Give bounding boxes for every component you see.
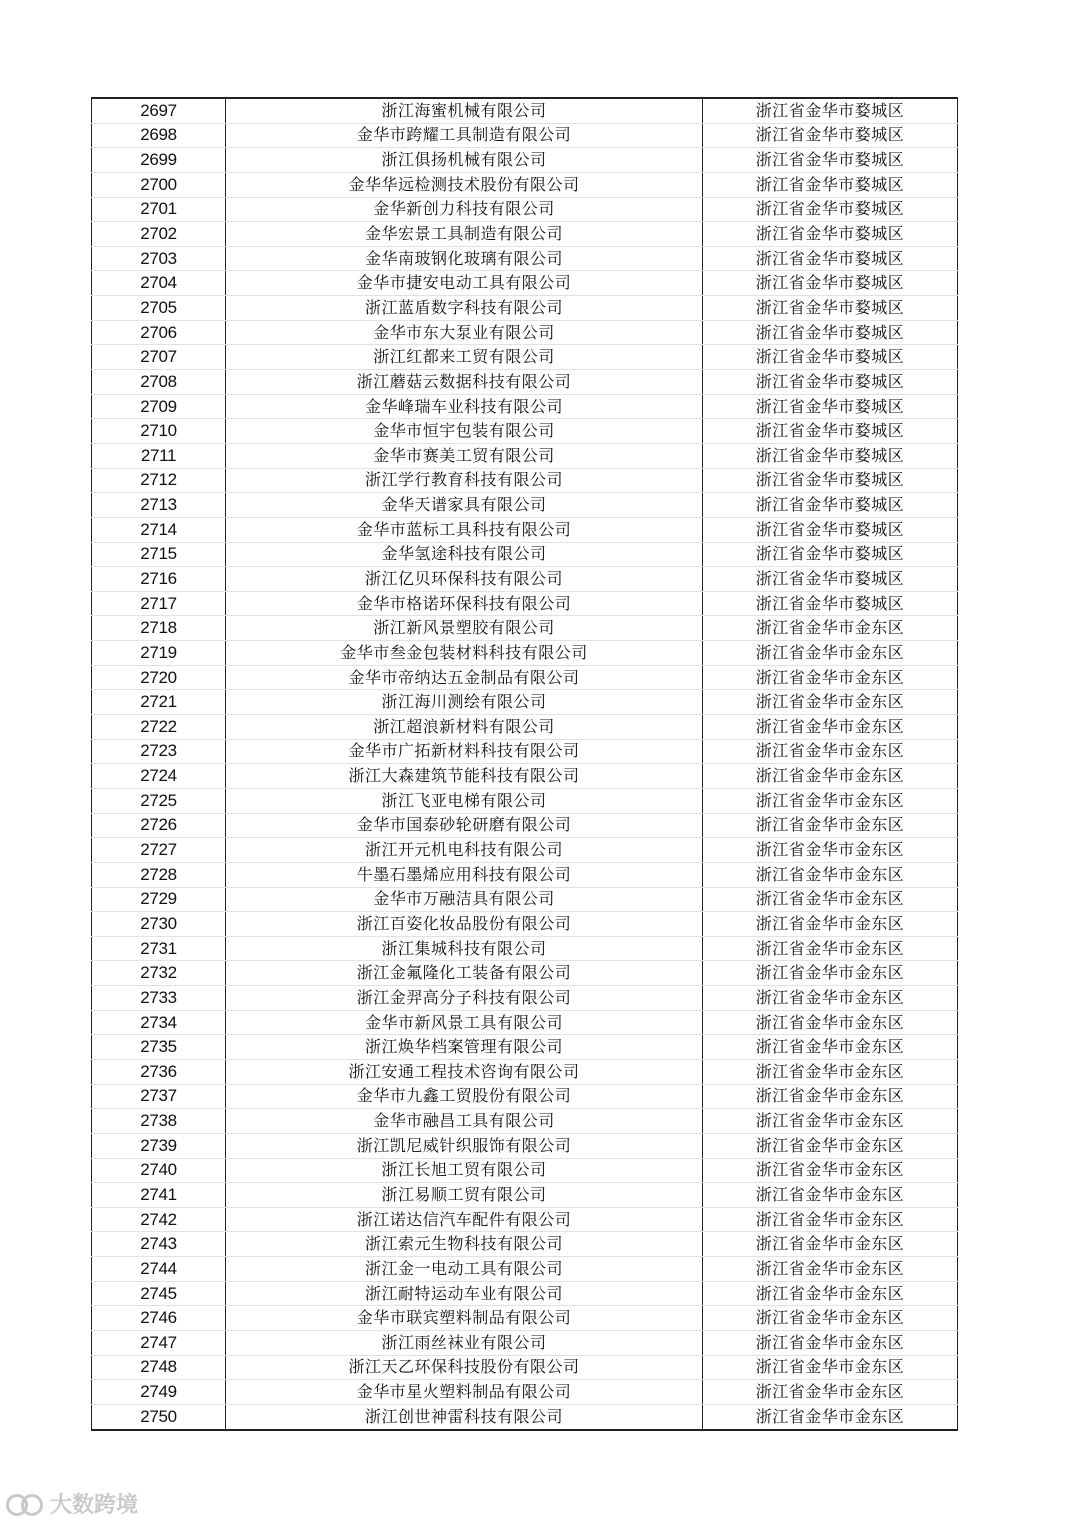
company-name: 浙江新风景塑胶有限公司	[226, 616, 703, 641]
region-name: 浙江省金华市金东区	[703, 1380, 958, 1405]
region-name: 浙江省金华市婺城区	[703, 123, 958, 148]
company-name: 浙江大森建筑节能科技有限公司	[226, 764, 703, 789]
table-row	[92, 320, 958, 345]
company-name: 金华市跨耀工具制造有限公司	[226, 123, 703, 148]
row-number: 2740	[92, 1158, 226, 1183]
table-row	[92, 616, 958, 641]
row-number: 2745	[92, 1281, 226, 1306]
table-row	[92, 1355, 958, 1380]
company-name: 浙江凯尼威针织服饰有限公司	[226, 1133, 703, 1158]
table-row	[92, 1232, 958, 1257]
row-number: 2732	[92, 961, 226, 986]
binoculars-logo-icon	[4, 1493, 44, 1515]
company-name: 浙江诺达信汽车配件有限公司	[226, 1207, 703, 1232]
table-row	[92, 542, 958, 567]
region-name: 浙江省金华市婺城区	[703, 271, 958, 296]
region-name: 浙江省金华市金东区	[703, 690, 958, 715]
row-number: 2746	[92, 1306, 226, 1331]
region-name: 浙江省金华市金东区	[703, 1183, 958, 1208]
row-number: 2749	[92, 1380, 226, 1405]
table-row	[92, 1380, 958, 1405]
region-name: 浙江省金华市金东区	[703, 1257, 958, 1282]
company-name: 浙江海蜜机械有限公司	[226, 98, 703, 123]
region-name: 浙江省金华市婺城区	[703, 345, 958, 370]
row-number: 2748	[92, 1355, 226, 1380]
company-list-body	[92, 98, 958, 1430]
company-name: 牛墨石墨烯应用科技有限公司	[226, 862, 703, 887]
table-row	[92, 1059, 958, 1084]
table-row	[92, 222, 958, 247]
table-row	[92, 1084, 958, 1109]
table-row	[92, 739, 958, 764]
company-name: 金华市蓝标工具科技有限公司	[226, 517, 703, 542]
company-name: 浙江百姿化妆品股份有限公司	[226, 912, 703, 937]
row-number: 2697	[92, 98, 226, 123]
company-name: 金华宏景工具制造有限公司	[226, 222, 703, 247]
table-row	[92, 197, 958, 222]
region-name: 浙江省金华市金东区	[703, 986, 958, 1011]
row-number: 2711	[92, 443, 226, 468]
table-row	[92, 345, 958, 370]
company-name: 浙江蓝盾数字科技有限公司	[226, 296, 703, 321]
table-row	[92, 370, 958, 395]
region-name: 浙江省金华市金东区	[703, 715, 958, 740]
region-name: 浙江省金华市婺城区	[703, 468, 958, 493]
region-name: 浙江省金华市金东区	[703, 1355, 958, 1380]
company-name: 浙江创世神雷科技有限公司	[226, 1404, 703, 1429]
region-name: 浙江省金华市金东区	[703, 1158, 958, 1183]
watermark	[4, 1488, 138, 1519]
row-number: 2712	[92, 468, 226, 493]
row-number: 2703	[92, 246, 226, 271]
region-name: 浙江省金华市金东区	[703, 838, 958, 863]
table-row	[92, 788, 958, 813]
table-row	[92, 1183, 958, 1208]
company-name: 浙江俱扬机械有限公司	[226, 148, 703, 173]
region-name: 浙江省金华市金东区	[703, 1035, 958, 1060]
company-name: 浙江索元生物科技有限公司	[226, 1232, 703, 1257]
company-name: 金华市国泰砂轮研磨有限公司	[226, 813, 703, 838]
row-number: 2701	[92, 197, 226, 222]
table-row	[92, 665, 958, 690]
table-row	[92, 419, 958, 444]
company-name: 金华市赛美工贸有限公司	[226, 443, 703, 468]
table-row	[92, 813, 958, 838]
region-name: 浙江省金华市婺城区	[703, 493, 958, 518]
row-number: 2729	[92, 887, 226, 912]
table-row	[92, 986, 958, 1011]
table-row	[92, 1109, 958, 1134]
row-number: 2730	[92, 912, 226, 937]
company-name: 金华市叁金包装材料科技有限公司	[226, 641, 703, 666]
company-name: 浙江金一电动工具有限公司	[226, 1257, 703, 1282]
company-name: 浙江雨丝袜业有限公司	[226, 1331, 703, 1356]
region-name: 浙江省金华市金东区	[703, 788, 958, 813]
row-number: 2727	[92, 838, 226, 863]
row-number: 2722	[92, 715, 226, 740]
region-name: 浙江省金华市金东区	[703, 1084, 958, 1109]
region-name: 浙江省金华市金东区	[703, 912, 958, 937]
company-name: 金华市万融洁具有限公司	[226, 887, 703, 912]
row-number: 2725	[92, 788, 226, 813]
row-number: 2719	[92, 641, 226, 666]
region-name: 浙江省金华市婺城区	[703, 394, 958, 419]
region-name: 浙江省金华市金东区	[703, 1109, 958, 1134]
company-name: 金华峰瑞车业科技有限公司	[226, 394, 703, 419]
row-number: 2713	[92, 493, 226, 518]
region-name: 浙江省金华市金东区	[703, 936, 958, 961]
row-number: 2717	[92, 591, 226, 616]
company-name: 浙江开元机电科技有限公司	[226, 838, 703, 863]
row-number: 2731	[92, 936, 226, 961]
table-row	[92, 468, 958, 493]
company-name: 金华市捷安电动工具有限公司	[226, 271, 703, 296]
company-name: 金华南玻钢化玻璃有限公司	[226, 246, 703, 271]
region-name: 浙江省金华市婺城区	[703, 419, 958, 444]
company-name: 金华华远检测技术股份有限公司	[226, 172, 703, 197]
row-number: 2743	[92, 1232, 226, 1257]
row-number: 2704	[92, 271, 226, 296]
company-name: 金华市九鑫工贸股份有限公司	[226, 1084, 703, 1109]
table-row	[92, 1281, 958, 1306]
company-list-table	[91, 97, 958, 1431]
row-number: 2699	[92, 148, 226, 173]
region-name: 浙江省金华市金东区	[703, 862, 958, 887]
table-row	[92, 1010, 958, 1035]
region-name: 浙江省金华市婺城区	[703, 172, 958, 197]
region-name: 浙江省金华市婺城区	[703, 591, 958, 616]
table-row	[92, 1158, 958, 1183]
row-number: 2735	[92, 1035, 226, 1060]
company-name: 金华天谱家具有限公司	[226, 493, 703, 518]
region-name: 浙江省金华市婺城区	[703, 197, 958, 222]
table-row	[92, 517, 958, 542]
company-name: 浙江超浪新材料有限公司	[226, 715, 703, 740]
region-name: 浙江省金华市婺城区	[703, 296, 958, 321]
row-number: 2739	[92, 1133, 226, 1158]
company-name: 浙江长旭工贸有限公司	[226, 1158, 703, 1183]
region-name: 浙江省金华市金东区	[703, 961, 958, 986]
company-name: 浙江飞亚电梯有限公司	[226, 788, 703, 813]
row-number: 2741	[92, 1183, 226, 1208]
row-number: 2710	[92, 419, 226, 444]
company-name: 金华新创力科技有限公司	[226, 197, 703, 222]
region-name: 浙江省金华市金东区	[703, 887, 958, 912]
company-name: 浙江金羿高分子科技有限公司	[226, 986, 703, 1011]
company-name: 金华市广拓新材料科技有限公司	[226, 739, 703, 764]
table-row	[92, 690, 958, 715]
row-number: 2707	[92, 345, 226, 370]
company-name: 金华市恒宇包装有限公司	[226, 419, 703, 444]
table-row	[92, 961, 958, 986]
table-row	[92, 838, 958, 863]
row-number: 2733	[92, 986, 226, 1011]
table-row	[92, 1404, 958, 1429]
region-name: 浙江省金华市婺城区	[703, 98, 958, 123]
row-number: 2724	[92, 764, 226, 789]
row-number: 2698	[92, 123, 226, 148]
table-row	[92, 172, 958, 197]
table-row	[92, 862, 958, 887]
company-name: 浙江安通工程技术咨询有限公司	[226, 1059, 703, 1084]
table-row	[92, 887, 958, 912]
company-name: 金华市新风景工具有限公司	[226, 1010, 703, 1035]
region-name: 浙江省金华市婺城区	[703, 148, 958, 173]
table-row	[92, 567, 958, 592]
table-row	[92, 443, 958, 468]
row-number: 2721	[92, 690, 226, 715]
company-name: 浙江易顺工贸有限公司	[226, 1183, 703, 1208]
company-name: 浙江天乙环保科技股份有限公司	[226, 1355, 703, 1380]
region-name: 浙江省金华市金东区	[703, 813, 958, 838]
table-row	[92, 764, 958, 789]
region-name: 浙江省金华市金东区	[703, 1306, 958, 1331]
company-name: 浙江耐特运动车业有限公司	[226, 1281, 703, 1306]
table-row	[92, 296, 958, 321]
table-row	[92, 641, 958, 666]
region-name: 浙江省金华市金东区	[703, 1059, 958, 1084]
region-name: 浙江省金华市金东区	[703, 1404, 958, 1429]
company-name: 金华氢途科技有限公司	[226, 542, 703, 567]
region-name: 浙江省金华市金东区	[703, 739, 958, 764]
region-name: 浙江省金华市金东区	[703, 1207, 958, 1232]
table-row	[92, 591, 958, 616]
company-name: 金华市东大泵业有限公司	[226, 320, 703, 345]
table-row	[92, 123, 958, 148]
table-row	[92, 148, 958, 173]
company-name: 浙江集城科技有限公司	[226, 936, 703, 961]
table-row	[92, 1331, 958, 1356]
table-row	[92, 1133, 958, 1158]
region-name: 浙江省金华市婺城区	[703, 542, 958, 567]
table-row	[92, 1207, 958, 1232]
region-name: 浙江省金华市婺城区	[703, 246, 958, 271]
table-row	[92, 936, 958, 961]
row-number: 2718	[92, 616, 226, 641]
row-number: 2709	[92, 394, 226, 419]
row-number: 2736	[92, 1059, 226, 1084]
region-name: 浙江省金华市金东区	[703, 665, 958, 690]
watermark-text: 大数跨境	[50, 1493, 139, 1518]
company-name: 浙江焕华档案管理有限公司	[226, 1035, 703, 1060]
company-name: 金华市融昌工具有限公司	[226, 1109, 703, 1134]
row-number: 2702	[92, 222, 226, 247]
company-name: 金华市帝纳达五金制品有限公司	[226, 665, 703, 690]
table-row	[92, 98, 958, 123]
region-name: 浙江省金华市婺城区	[703, 517, 958, 542]
region-name: 浙江省金华市金东区	[703, 616, 958, 641]
row-number: 2744	[92, 1257, 226, 1282]
row-number: 2737	[92, 1084, 226, 1109]
row-number: 2708	[92, 370, 226, 395]
region-name: 浙江省金华市金东区	[703, 1331, 958, 1356]
region-name: 浙江省金华市金东区	[703, 764, 958, 789]
company-name: 金华市格诺环保科技有限公司	[226, 591, 703, 616]
row-number: 2726	[92, 813, 226, 838]
region-name: 浙江省金华市婺城区	[703, 567, 958, 592]
row-number: 2720	[92, 665, 226, 690]
table-row	[92, 1306, 958, 1331]
region-name: 浙江省金华市婺城区	[703, 443, 958, 468]
row-number: 2716	[92, 567, 226, 592]
company-name: 浙江蘑菇云数据科技有限公司	[226, 370, 703, 395]
region-name: 浙江省金华市金东区	[703, 1281, 958, 1306]
company-name: 浙江亿贝环保科技有限公司	[226, 567, 703, 592]
company-name: 浙江海川测绘有限公司	[226, 690, 703, 715]
region-name: 浙江省金华市金东区	[703, 1010, 958, 1035]
table-row	[92, 1035, 958, 1060]
region-name: 浙江省金华市婺城区	[703, 320, 958, 345]
row-number: 2706	[92, 320, 226, 345]
row-number: 2742	[92, 1207, 226, 1232]
company-name: 浙江红都来工贸有限公司	[226, 345, 703, 370]
row-number: 2750	[92, 1404, 226, 1429]
row-number: 2700	[92, 172, 226, 197]
company-name: 金华市星火塑料制品有限公司	[226, 1380, 703, 1405]
row-number: 2747	[92, 1331, 226, 1356]
table-row	[92, 912, 958, 937]
region-name: 浙江省金华市婺城区	[703, 222, 958, 247]
table-row	[92, 394, 958, 419]
region-name: 浙江省金华市金东区	[703, 1232, 958, 1257]
row-number: 2715	[92, 542, 226, 567]
region-name: 浙江省金华市金东区	[703, 1133, 958, 1158]
company-name: 浙江学行教育科技有限公司	[226, 468, 703, 493]
company-name: 金华市联宾塑料制品有限公司	[226, 1306, 703, 1331]
region-name: 浙江省金华市婺城区	[703, 370, 958, 395]
row-number: 2705	[92, 296, 226, 321]
row-number: 2728	[92, 862, 226, 887]
company-name: 浙江金氟隆化工装备有限公司	[226, 961, 703, 986]
table-row	[92, 271, 958, 296]
table-row	[92, 1257, 958, 1282]
row-number: 2734	[92, 1010, 226, 1035]
region-name: 浙江省金华市金东区	[703, 641, 958, 666]
table-row	[92, 246, 958, 271]
row-number: 2738	[92, 1109, 226, 1134]
row-number: 2723	[92, 739, 226, 764]
table-row	[92, 715, 958, 740]
row-number: 2714	[92, 517, 226, 542]
table-row	[92, 493, 958, 518]
